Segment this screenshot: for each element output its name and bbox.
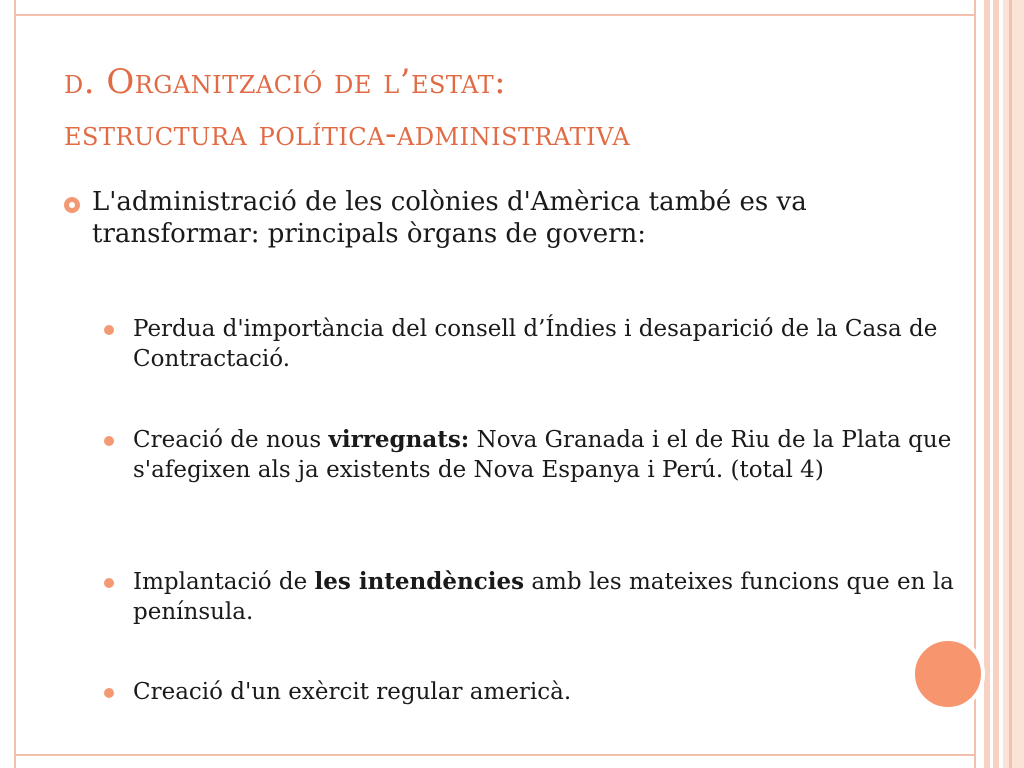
list-item-text: Perdua d'importància del consell d’Índies i desaparició de la Casa de Contractació.	[133, 316, 938, 372]
slide-border-top	[14, 14, 974, 16]
bold-term: virregnats:	[328, 426, 470, 453]
slide-border-left	[14, 0, 16, 768]
decor-stripe	[984, 0, 990, 768]
list-item-text: Creació de nous virregnats: Nova Granada i el de Riu de la Plata que s'afegixen als ja existents de Nova Espanya i Perú. (total 4)	[133, 426, 952, 483]
decor-stripe	[993, 0, 999, 768]
dot-bullet-icon	[104, 688, 114, 698]
bold-term: les intendències	[314, 568, 525, 595]
dot-bullet-icon	[104, 325, 114, 335]
list-item-text: Implantació de les intendències amb les mateixes funcions que en la península.	[133, 568, 954, 625]
slide-title-line1: d. Organització de l’estat:	[64, 62, 507, 102]
slide-title	[64, 56, 964, 160]
decor-stripe	[1009, 0, 1012, 768]
list-item-text: Creació d'un exèrcit regular americà.	[133, 679, 572, 705]
dot-bullet-icon	[104, 436, 114, 446]
ring-bullet-icon	[64, 197, 80, 213]
slide-border-bottom	[14, 754, 974, 756]
slide-title-line2: estructura política-administrativa	[64, 114, 631, 154]
dot-bullet-icon	[104, 578, 114, 588]
decor-stripe	[1003, 0, 1024, 768]
intro-text: L'administració de les colònies d'Amèrica també es va transformar: principals òrgans de govern:	[92, 187, 807, 249]
